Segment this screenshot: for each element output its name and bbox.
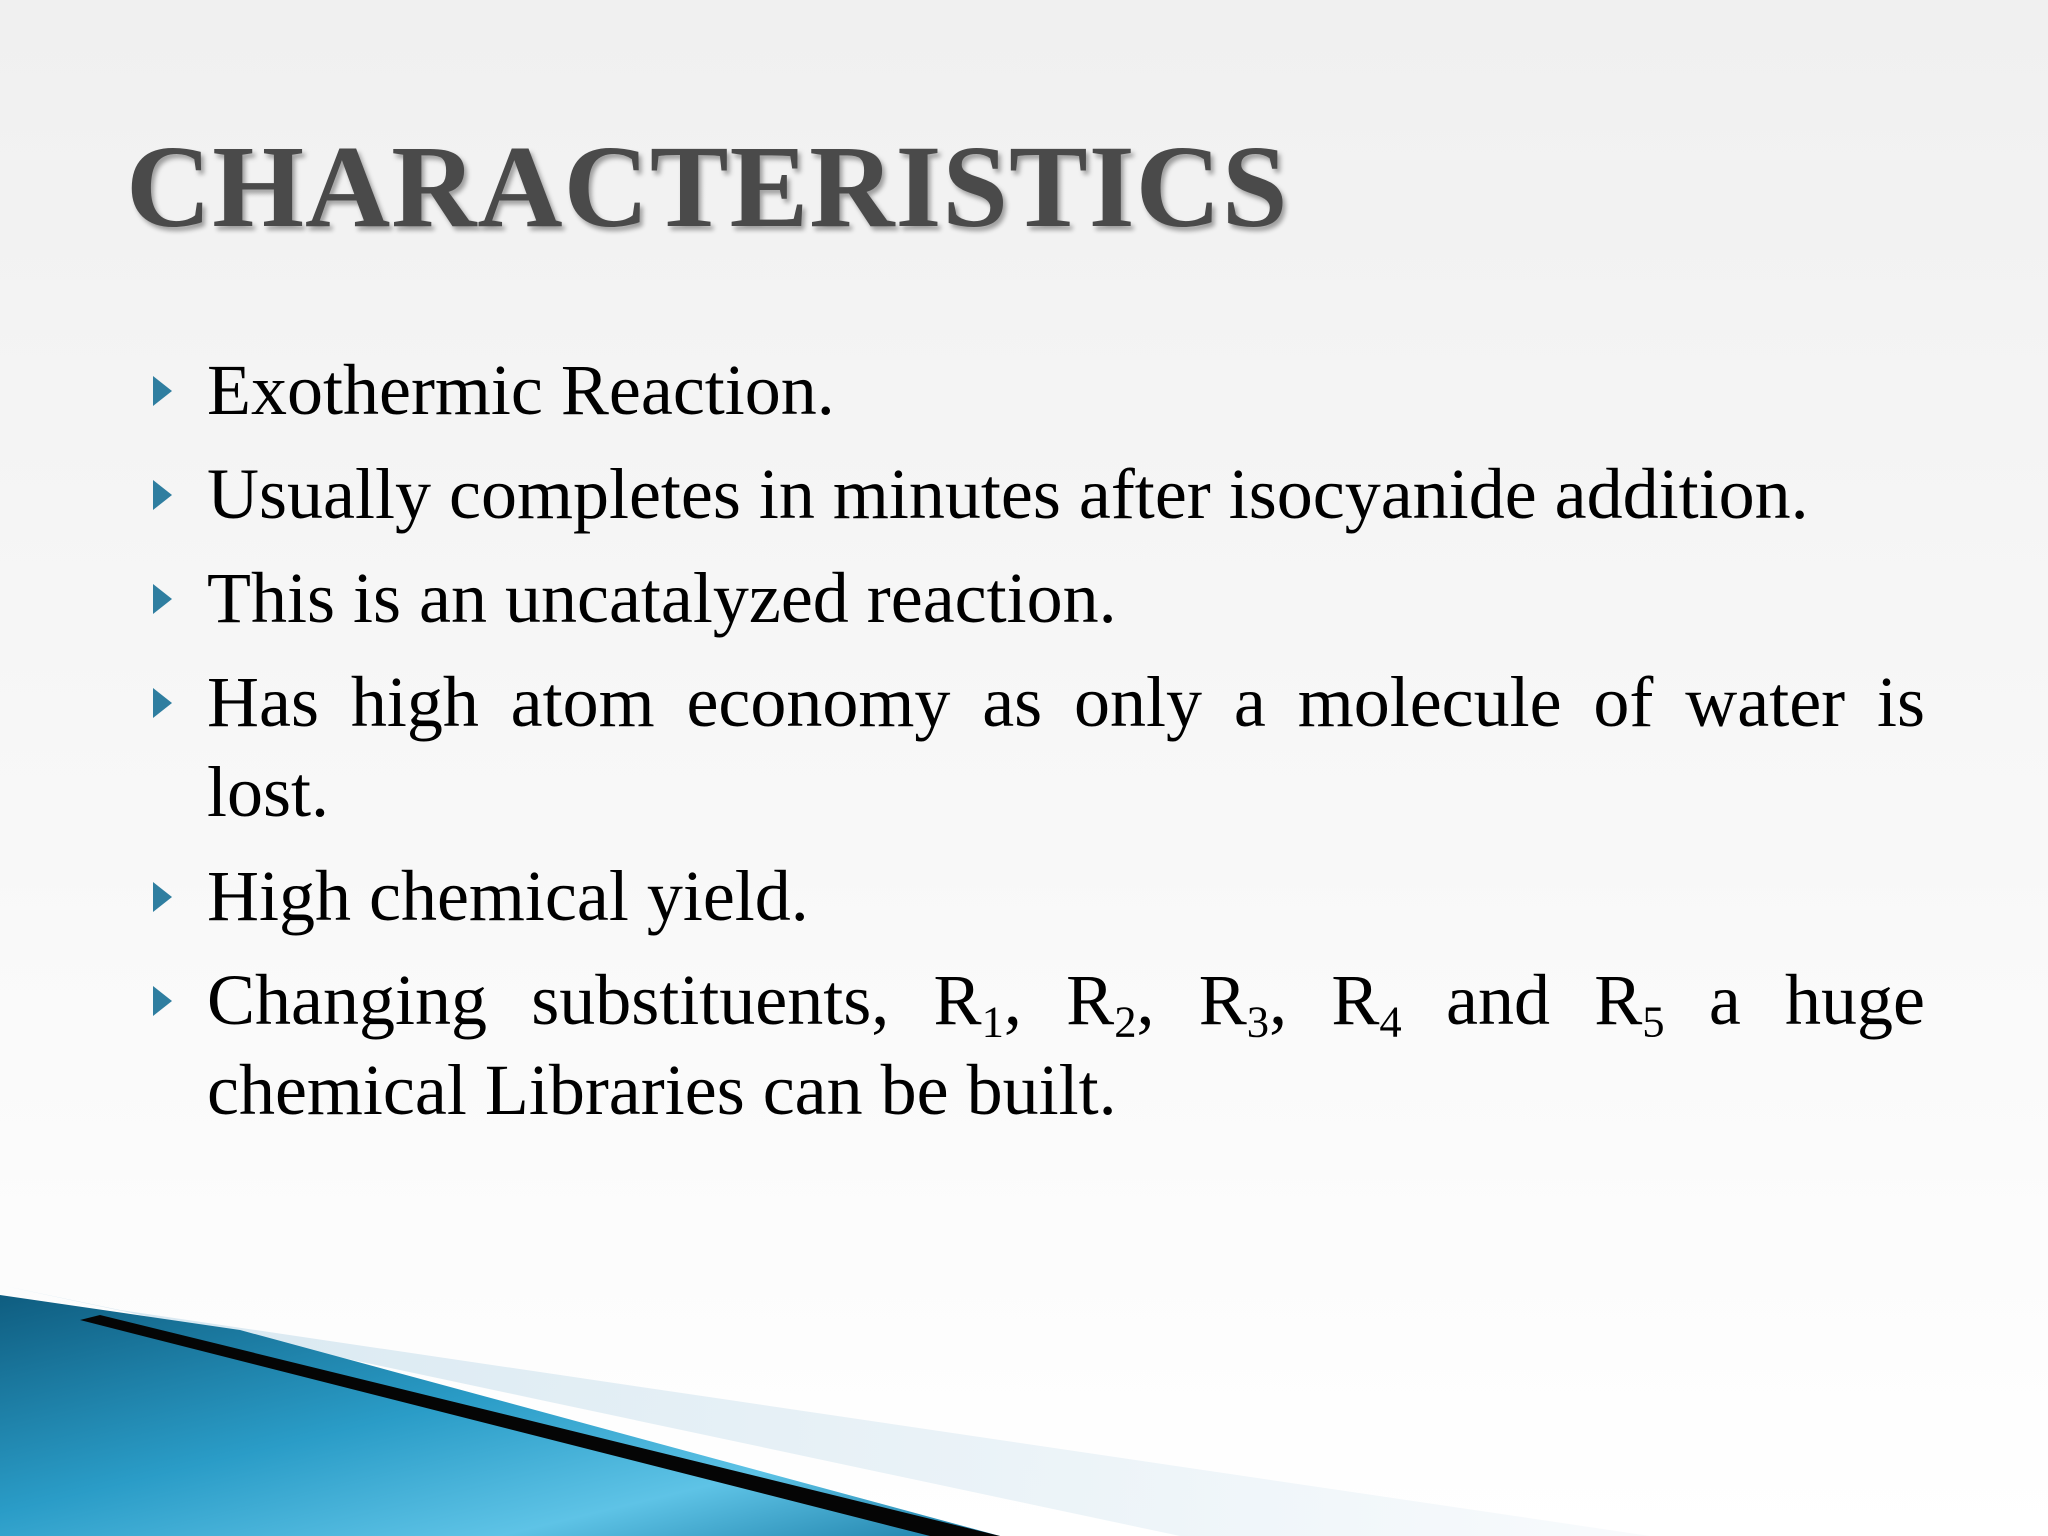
bullet-item — [145, 449, 1925, 539]
bullet-item — [145, 851, 1925, 941]
triangle-bullet-icon — [153, 986, 172, 1016]
triangle-bullet-icon — [153, 688, 172, 718]
bullet-item — [145, 345, 1925, 435]
substituent-r4: $R_4$ — [1331, 960, 1402, 1047]
substituent-r5: $R_5$ — [1594, 960, 1665, 1047]
triangle-bullet-icon — [153, 584, 172, 614]
bullet-text: High chemical yield. — [207, 856, 809, 936]
bullet-list — [145, 345, 1925, 1149]
bullet-item — [145, 955, 1925, 1135]
decorative-swoosh — [0, 1280, 2048, 1536]
substituent-r1: $R_1$ — [933, 960, 1004, 1047]
triangle-bullet-icon — [153, 376, 172, 406]
substituent-r3: $R_3$ — [1198, 960, 1270, 1047]
bullet-text-suffix: a huge chemical Libraries can be built. — [207, 960, 1926, 1130]
bullet-text-prefix: Changing substituents, — [207, 960, 890, 1040]
bullet-text: This is an uncatalyzed reaction. — [207, 558, 1117, 638]
bullet-text: Exothermic Reaction. — [207, 350, 835, 430]
triangle-bullet-icon — [153, 882, 172, 912]
triangle-bullet-icon — [153, 480, 172, 510]
bullet-text: Has high atom economy as only a molecule of water is lost. — [207, 662, 1925, 832]
bullet-text: Usually completes in minutes after isocyanide addition. — [207, 454, 1809, 534]
slide-title: CHARACTERISTICS — [126, 121, 1289, 252]
bullet-text: Changing substituents, $R_1$, $R_2$, $R_3$, $R_4$ and $R_5$ a huge chemical Libraries can be built. — [207, 960, 1926, 1130]
bullet-item — [145, 657, 1925, 837]
bullet-item — [145, 553, 1925, 643]
substituent-r2: $R_2$ — [1066, 960, 1137, 1047]
